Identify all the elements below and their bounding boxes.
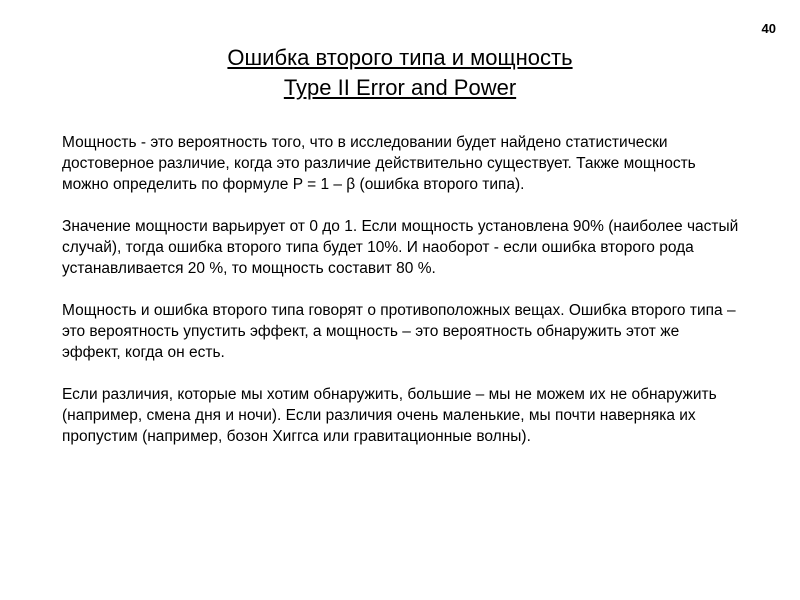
paragraph-power-values: Значение мощности варьирует от 0 до 1. Если мощность установлена 90% (наиболее частый случай), тогда ошибка второго типа будет 10%. И наоборот - если ошибка второго рода устанавливается 20 %, то мощность составит 80 %. bbox=[62, 218, 739, 277]
title-russian: Ошибка второго типа и мощность bbox=[227, 45, 573, 70]
slide-body bbox=[62, 132, 742, 468]
paragraph-power-definition: Мощность - это вероятность того, что в исследовании будет найдено статистически достоверное различие, когда это различие действительно существует. Также мощность можно определить по формуле P = 1 – β (ошибка второго типа). bbox=[62, 134, 696, 193]
paragraph-power-vs-error: Мощность и ошибка второго типа говорят о противоположных вещах. Ошибка второго типа – это вероятность упустить эффект, а мощность – это вероятность обнаружить этот же эффект, когда он есть. bbox=[62, 302, 736, 361]
paragraph-effect-size: Если различия, которые мы хотим обнаружить, большие – мы не можем их не обнаружить (например, смена дня и ночи). Если различия очень маленькие, мы почти наверняка их пропустим (например, бозон Хиггса или гравитационные волны). bbox=[62, 386, 717, 445]
slide-title bbox=[0, 43, 800, 103]
slide-number: 40 bbox=[761, 21, 776, 36]
title-english: Type II Error and Power bbox=[283, 75, 517, 100]
